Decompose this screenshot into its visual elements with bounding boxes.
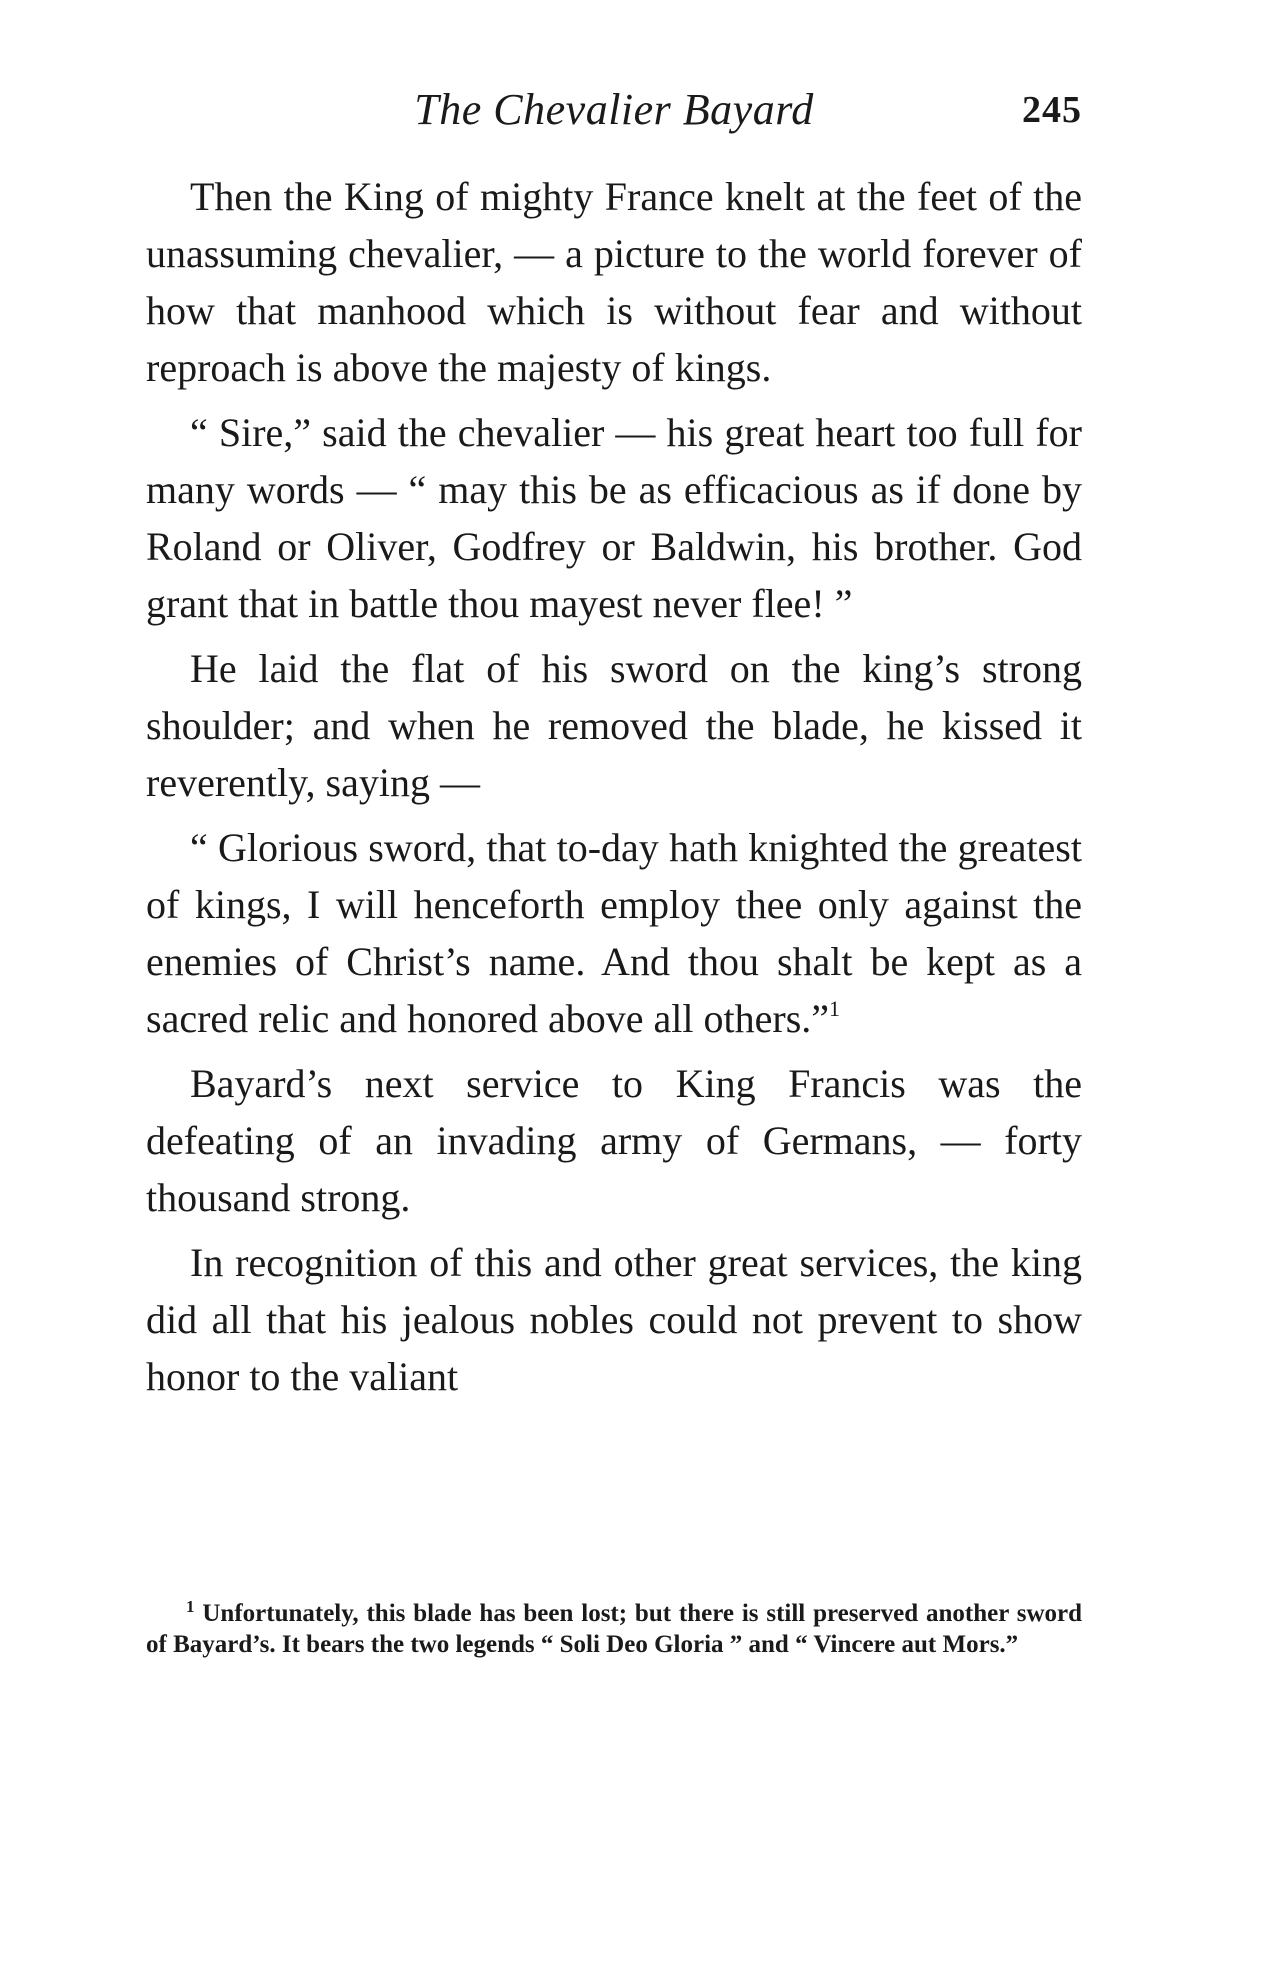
paragraph-flat-of-sword: He laid the flat of his sword on the king’s strong shoulder; and when he removed the blade, he kissed it reverently, saying — <box>146 646 1082 805</box>
paragraph-glorious-sword <box>146 819 1082 1047</box>
body-text <box>146 168 1082 1413</box>
paragraph-sire-said: “ Sire,” said the chevalier — his great heart too full for many words — “ may this be as efficacious as if done by Roland or Oliver, Godfrey or Baldwin, his brother. God grant that in battle thou mayest never flee! ” <box>146 410 1082 626</box>
paragraph-glorious-sword-text: “ Glorious sword, that to-day hath knighted the greatest of kings, I will henceforth employ thee only against the enemies of Christ’s name. And thou shalt be kept as a sacred relic and honored above all others.” <box>146 825 1082 1041</box>
footnote <box>146 1598 1082 1660</box>
page-number: 245 <box>1022 89 1082 131</box>
running-header <box>146 84 1082 144</box>
paragraph-next-service: Bayard’s next service to King Francis was the defeating of an invading army of Germans, — forty thousand strong. <box>146 1061 1082 1220</box>
running-title: The Chevalier Bayard <box>414 85 814 134</box>
footnote-text: Unfortunately, this blade has been lost; but there is still preserved another sword of Bayard’s. It bears the two legends “ Soli Deo Gloria ” and “ Vincere aut Mors.” <box>146 1600 1083 1658</box>
paragraph-recognition: In recognition of this and other great services, the king did all that his jealous nobles could not prevent to show honor to the valiant <box>146 1240 1082 1399</box>
paragraph-king-knelt: Then the King of mighty France knelt at the feet of the unassuming chevalier, — a picture to the world forever of how that manhood which is without fear and without reproach is above the majesty of kings. <box>146 174 1082 390</box>
footnote-reference: 1 <box>829 996 841 1021</box>
footnote-number: 1 <box>186 1597 195 1616</box>
